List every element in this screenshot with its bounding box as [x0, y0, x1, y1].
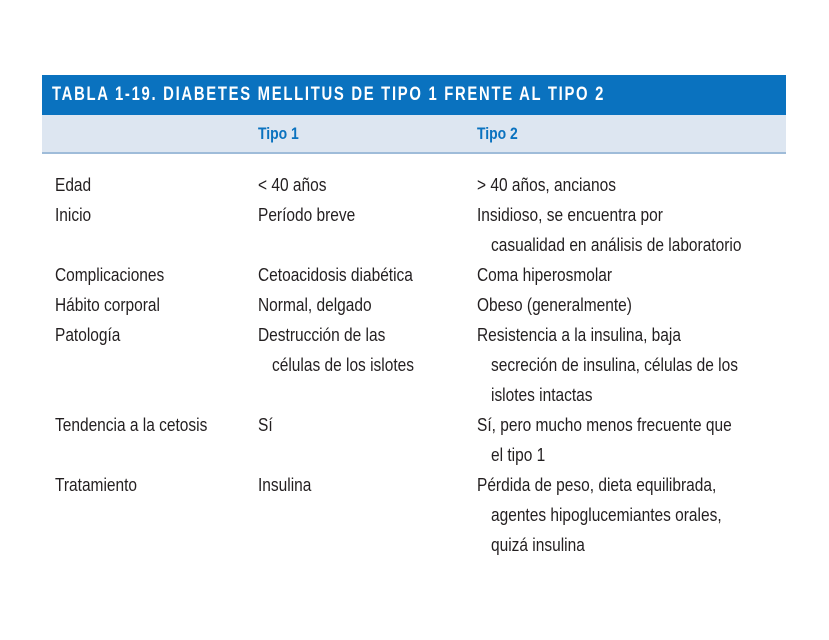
row-label-text: Complicaciones	[55, 265, 165, 285]
tipo1-cell-line: < 40 años	[258, 175, 327, 195]
tipo1-cell-line: células de los islotes	[272, 355, 414, 375]
tipo2-cell	[477, 320, 786, 410]
tipo1-cell	[258, 470, 477, 560]
row-label	[42, 170, 258, 200]
tipo1-cell	[258, 410, 477, 470]
row-label	[42, 260, 258, 290]
tipo2-cell	[477, 200, 786, 260]
row-label	[42, 320, 258, 410]
tipo2-cell-line: casualidad en análisis de laboratorio	[491, 235, 742, 255]
table-row	[42, 170, 786, 200]
row-label-text: Edad	[55, 175, 92, 195]
tipo1-cell-line: Sí	[258, 415, 273, 435]
tipo1-cell-line: Insulina	[258, 475, 312, 495]
column-header-tipo1: Tipo 1	[258, 124, 299, 143]
table-row	[42, 410, 786, 470]
tipo1-cell	[258, 320, 477, 410]
tipo1-cell	[258, 170, 477, 200]
table-row	[42, 200, 786, 260]
tipo2-cell-line: Sí, pero mucho menos frecuente que	[477, 415, 732, 435]
row-label-text: Inicio	[55, 205, 92, 225]
row-label	[42, 200, 258, 260]
table-row	[42, 470, 786, 560]
column-header-tipo2: Tipo 2	[477, 124, 518, 143]
tipo2-cell-line: el tipo 1	[491, 445, 546, 465]
column-header-row	[42, 115, 786, 154]
table-body	[42, 154, 786, 560]
tipo2-cell-line: Resistencia a la insulina, baja	[477, 325, 681, 345]
table-title: TABLA 1-19. DIABETES MELLITUS DE TIPO 1 FRENTE AL TIPO 2	[52, 84, 606, 105]
tipo2-cell	[477, 470, 786, 560]
table-row	[42, 290, 786, 320]
row-label-text: Patología	[55, 325, 121, 345]
tipo2-cell-line: Insidioso, se encuentra por	[477, 205, 663, 225]
tipo2-cell	[477, 260, 786, 290]
tipo2-cell	[477, 410, 786, 470]
tipo2-cell-line: Pérdida de peso, dieta equilibrada,	[477, 475, 717, 495]
row-label	[42, 470, 258, 560]
tipo2-cell-line: islotes intactas	[491, 385, 593, 405]
table-title-bar	[42, 75, 786, 115]
table-row	[42, 320, 786, 410]
row-label-text: Hábito corporal	[55, 295, 160, 315]
tipo2-cell-line: Obeso (generalmente)	[477, 295, 632, 315]
comparison-table	[42, 75, 786, 560]
tipo1-cell-line: Cetoacidosis diabética	[258, 265, 413, 285]
tipo2-cell	[477, 290, 786, 320]
row-label	[42, 290, 258, 320]
row-label	[42, 410, 258, 470]
row-label-text: Tratamiento	[55, 475, 138, 495]
tipo2-cell-line: agentes hipoglucemiantes orales,	[491, 505, 722, 525]
tipo1-cell-line: Normal, delgado	[258, 295, 372, 315]
tipo2-cell-line: Coma hiperosmolar	[477, 265, 613, 285]
row-label-text: Tendencia a la cetosis	[55, 415, 208, 435]
tipo1-cell	[258, 260, 477, 290]
tipo1-cell-line: Destrucción de las	[258, 325, 386, 345]
tipo1-cell	[258, 290, 477, 320]
table-row	[42, 260, 786, 290]
tipo2-cell-line: > 40 años, ancianos	[477, 175, 616, 195]
tipo2-cell	[477, 170, 786, 200]
tipo1-cell	[258, 200, 477, 260]
tipo2-cell-line: quizá insulina	[491, 535, 585, 555]
tipo2-cell-line: secreción de insulina, células de los	[491, 355, 738, 375]
tipo1-cell-line: Período breve	[258, 205, 356, 225]
